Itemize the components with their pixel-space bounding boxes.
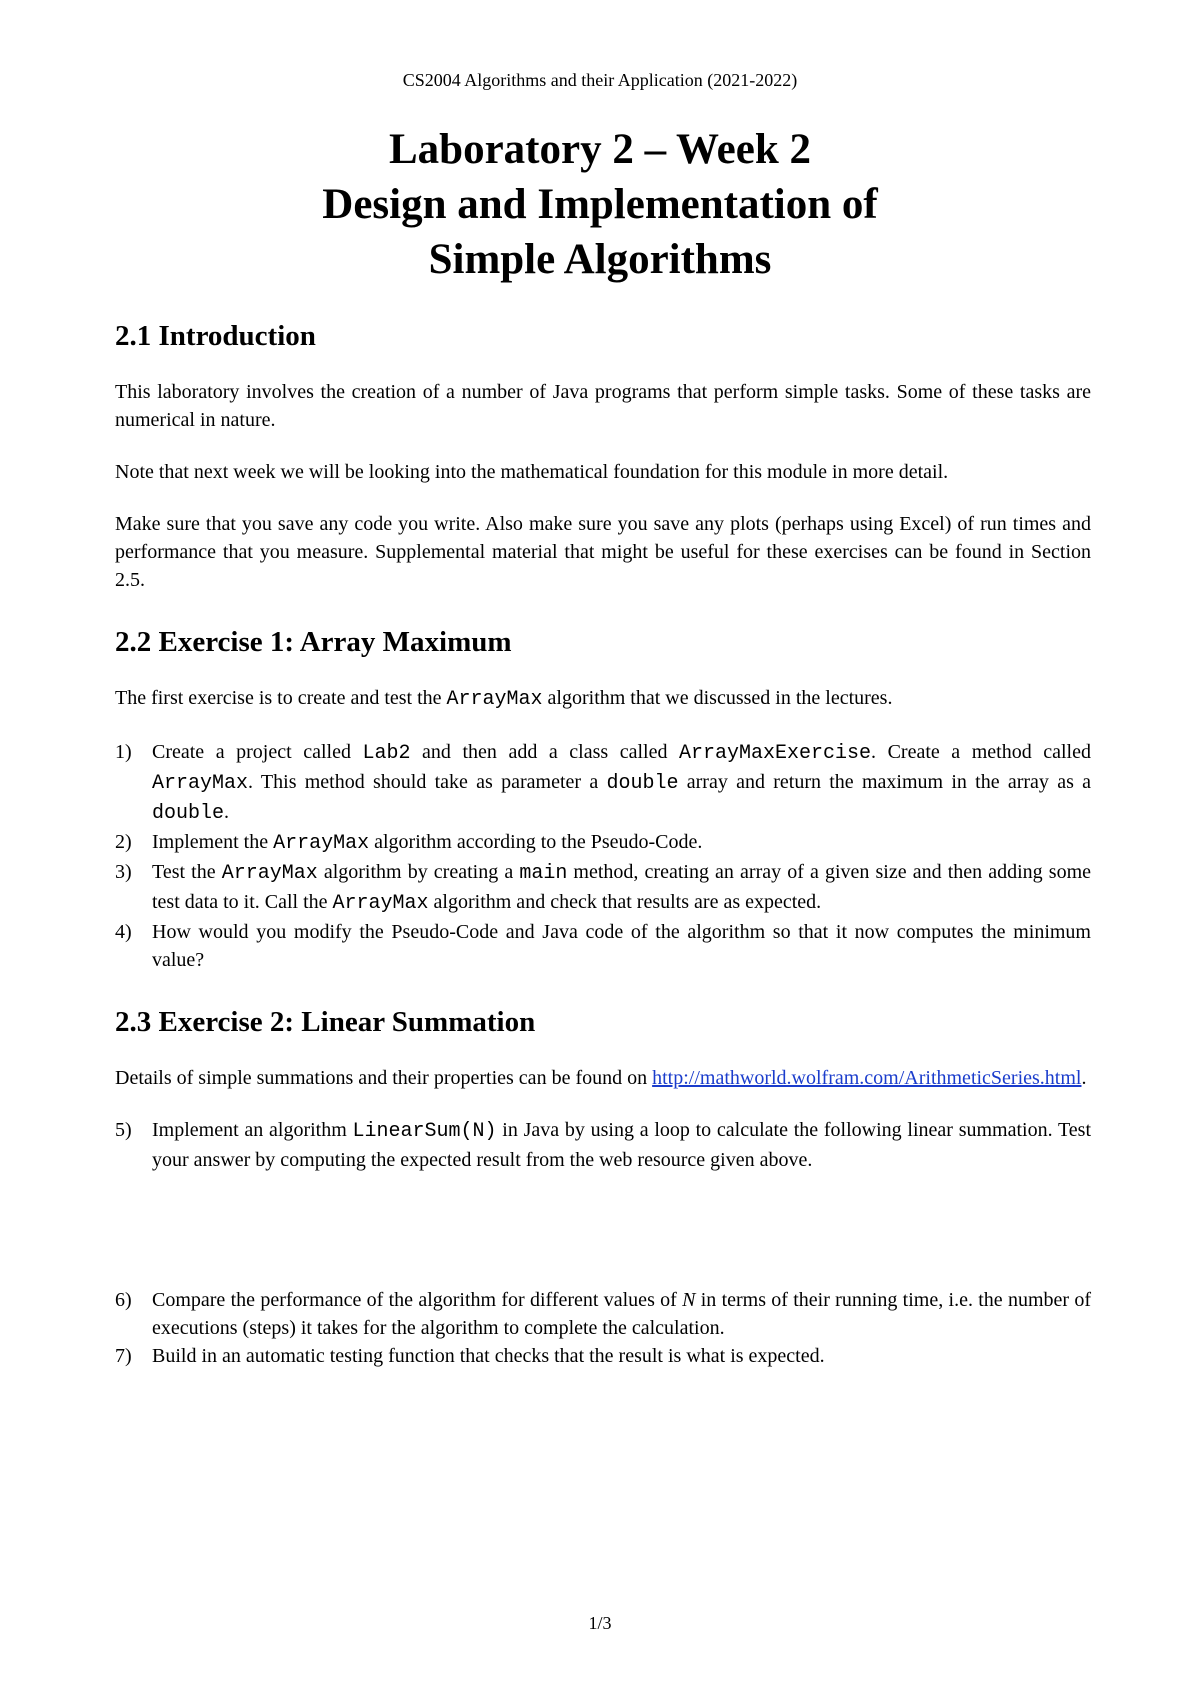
exercise-2-list-b	[115, 1286, 1091, 1370]
title-line-3: Simple Algorithms	[428, 236, 772, 283]
exercise-1-list	[115, 738, 1091, 974]
document-body	[115, 318, 1091, 1370]
exercise-2-list-a	[115, 1116, 1091, 1174]
intro-paragraph-1: This laboratory involves the creation of a number of Java programs that perform simple tasks. Some of these tasks are numerical in nature.	[115, 381, 1091, 431]
section-heading-exercise-1: 2.2 Exercise 1: Array Maximum	[115, 626, 512, 658]
title-line-1: Laboratory 2 – Week 2	[388, 126, 812, 173]
section-heading-introduction: 2.1 Introduction	[115, 320, 316, 352]
list-item: 5) Implement an algorithm LinearSum(N) in Java by using a loop to calculate the following linear summation. Test your answer by computing the expected result from the web resource given above.	[115, 1119, 1091, 1171]
list-item: 6) Compare the performance of the algorithm for different values of N in terms of their running time, i.e. the number of executions (steps) it takes for the algorithm to complete the calculation.	[115, 1289, 1091, 1339]
list-item: 2) Implement the ArrayMax algorithm according to the Pseudo-Code.	[115, 831, 703, 855]
list-item: 7) Build in an automatic testing function that checks that the result is what is expected.	[115, 1345, 825, 1367]
list-item: 1) Create a project called Lab2 and then add a class called ArrayMaxExercise. Create a method called ArrayMax. This method should take as parameter a double array and return the maximum in the array as a double.	[115, 741, 1091, 825]
list-item: 3) Test the ArrayMax algorithm by creating a main method, creating an array of a given size and then adding some test data to it. Call the ArrayMax algorithm and check that results are as expected.	[115, 861, 1092, 915]
exercise-2-intro: Details of simple summations and their properties can be found on http://mathworld.wolfram.com/ArithmeticSeries.html.	[115, 1067, 1087, 1089]
section-heading-exercise-2: 2.3 Exercise 2: Linear Summation	[115, 1006, 536, 1038]
intro-paragraph-2: Note that next week we will be looking into the mathematical foundation for this module in more detail.	[115, 461, 949, 483]
intro-paragraph-3: Make sure that you save any code you write. Also make sure you save any plots (perhaps using Excel) of run times and performance that you measure. Supplemental material that might be useful for these exercises can be found in Section 2.5.	[115, 513, 1091, 591]
arithmetic-series-link[interactable]: http://mathworld.wolfram.com/ArithmeticSeries.html	[652, 1067, 1082, 1089]
list-item: 4) How would you modify the Pseudo-Code and Java code of the algorithm so that it now computes the minimum value?	[115, 921, 1091, 971]
page-number: 1/3	[588, 1613, 612, 1633]
title-line-2: Design and Implementation of	[322, 181, 878, 228]
exercise-1-intro: The first exercise is to create and test the ArrayMax algorithm that we discussed in the lectures.	[115, 687, 893, 711]
page-title	[0, 122, 1200, 287]
page-header: CS2004 Algorithms and their Application (2021-2022)	[402, 70, 798, 90]
